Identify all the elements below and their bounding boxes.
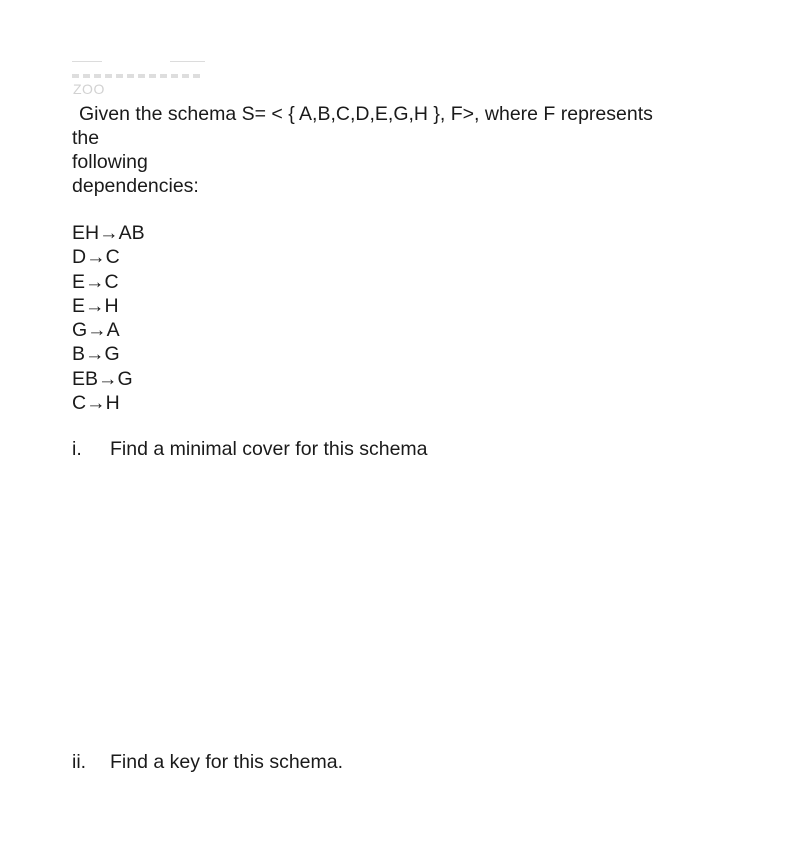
- problem-statement: [72, 102, 732, 198]
- dependency-item: D→C: [72, 246, 120, 269]
- dependency-item: EB→G: [72, 367, 133, 390]
- header-rule-left: [72, 61, 102, 62]
- intro-line-1: Given the schema S= < { A,B,C,D,E,G,H }, F>, where F represents: [79, 103, 653, 125]
- dependency-list: [72, 221, 145, 415]
- dependency-item: B→G: [72, 343, 120, 366]
- question-2-number: ii.: [72, 751, 87, 773]
- cutoff-header-text: [72, 74, 202, 78]
- intro-line-2: the: [72, 127, 100, 149]
- question-1: [72, 437, 428, 461]
- question-2: [72, 750, 343, 774]
- dependency-item: E→C: [72, 270, 119, 293]
- intro-line-4: dependencies:: [72, 175, 199, 197]
- faded-header-fragment: ZOO: [73, 81, 105, 97]
- question-1-number: i.: [72, 438, 82, 460]
- dependency-item: EH→AB: [72, 222, 145, 244]
- dependency-item: G→A: [72, 319, 120, 342]
- header-rule-right: [170, 61, 205, 62]
- question-2-text: Find a key for this schema.: [110, 751, 344, 773]
- dependency-item: C→H: [72, 392, 120, 415]
- dependency-item: E→H: [72, 294, 119, 317]
- intro-line-3: following: [72, 151, 148, 173]
- question-1-text: Find a minimal cover for this schema: [110, 438, 428, 460]
